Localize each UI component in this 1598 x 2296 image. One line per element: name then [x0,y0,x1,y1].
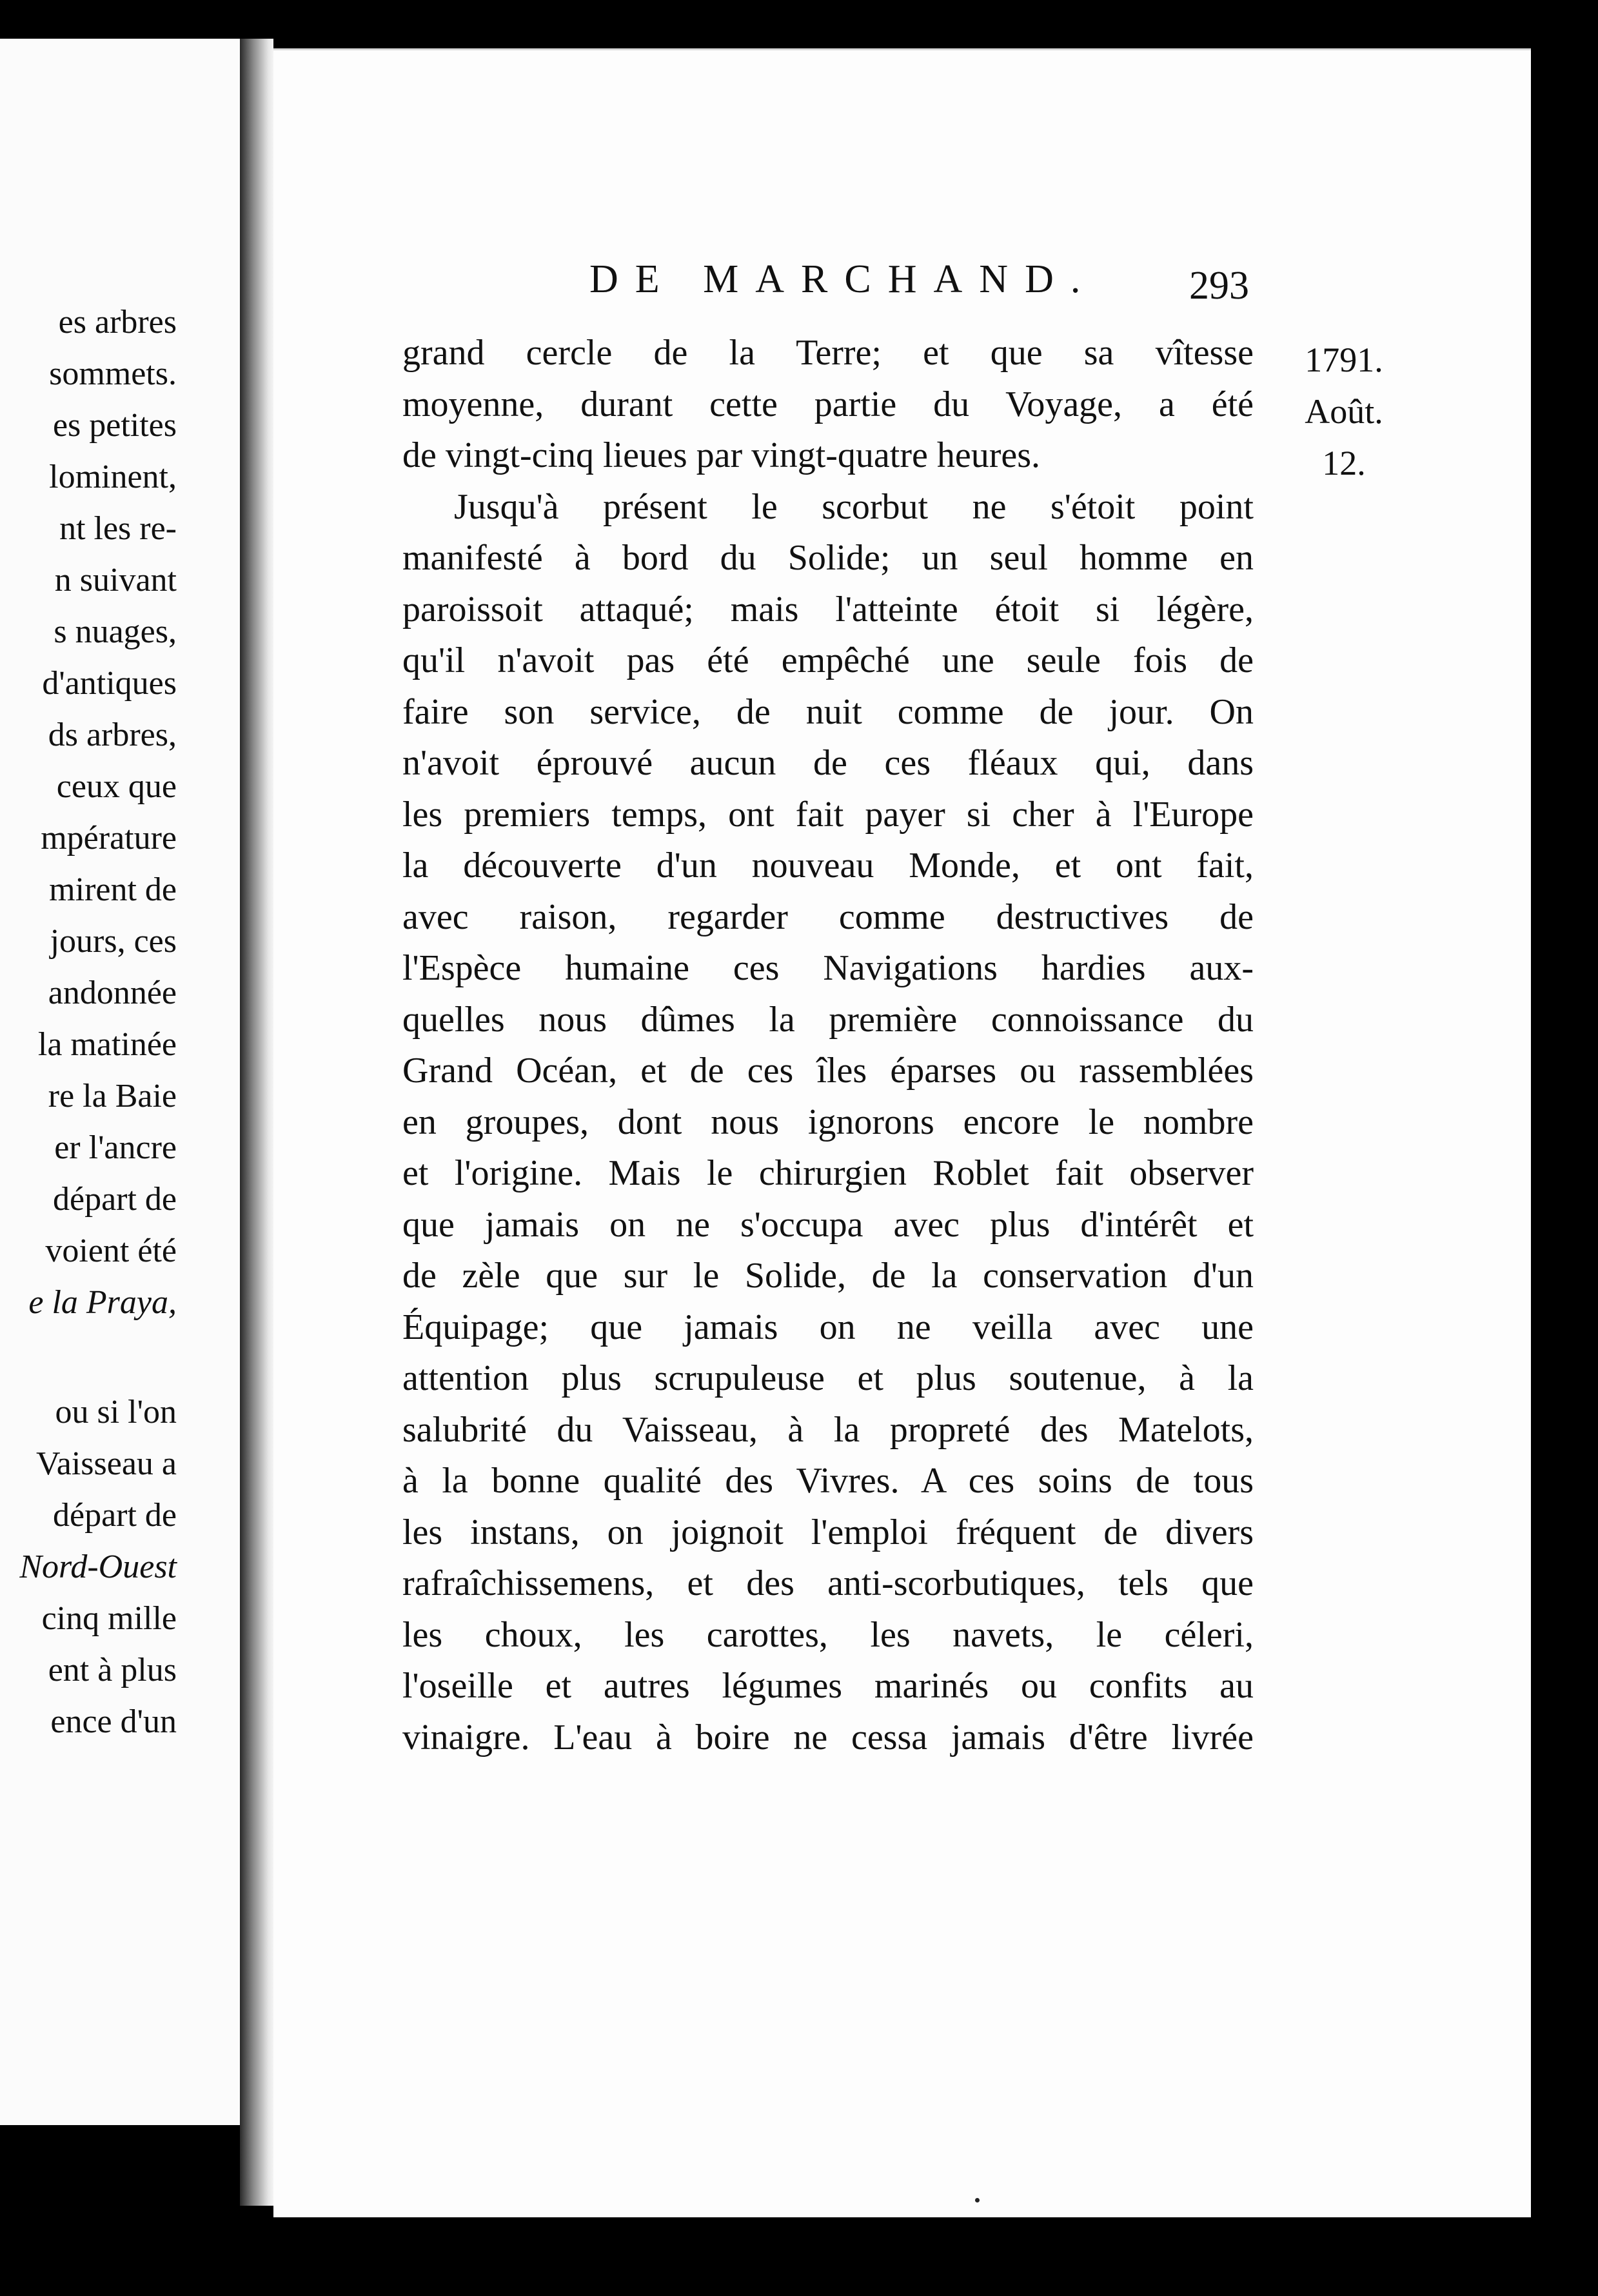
text-line: attention plus scrupuleuse et plus soutenue, à la [402,1358,1254,1398]
margin-date-note [1292,334,1396,489]
text-line: les choux, les carottes, les navets, le céleri, [402,1614,1254,1655]
previous-page-text [0,297,177,1748]
text-line: de zèle que sur le Solide, de la conservation d'un [402,1256,1254,1296]
text-line: l'oseille et autres légumes marinés ou confits au [402,1666,1254,1706]
previous-page-line: voient été [45,1232,177,1269]
previous-page-line: er l'ancre [54,1129,177,1166]
body-text [402,328,1254,1763]
previous-page-line: es petites [52,407,177,444]
previous-page-line: nt les re- [59,510,177,547]
previous-page-line: ent à plus [48,1652,177,1688]
previous-page-line: e la Praya, [28,1284,177,1321]
previous-page-line: départ de [52,1181,177,1218]
text-line: la découverte d'un nouveau Monde, et ont fait, [402,846,1254,886]
text-line: l'Espèce humaine ces Navigations hardies aux- [402,948,1254,988]
text-line: quelles nous dûmes la première connoissance du [402,999,1254,1040]
previous-page-line: d'antiques [42,665,177,702]
previous-page-line: départ de [52,1497,177,1534]
previous-page-line: andonnée [48,975,177,1011]
previous-page-line: Vaisseau a [35,1445,177,1482]
text-line: à la bonne qualité des Vivres. A ces soins de tous [402,1461,1254,1501]
text-line: avec raison, regarder comme destructives de [402,896,1254,937]
text-line: en groupes, dont nous ignorons encore le nombre [402,1102,1254,1142]
text-line: les premiers temps, ont fait payer si cher à l'Europe [402,794,1254,835]
previous-page-line: jours, ces [50,923,177,960]
text-line: manifesté à bord du Solide; un seul homme en [402,538,1254,578]
text-line: paroissoit attaqué; mais l'atteinte étoit si légère, [402,589,1254,629]
previous-page-line: re la Baie [48,1078,177,1114]
previous-page-line: s nuages, [54,613,177,650]
previous-page-line: lominent, [49,459,177,495]
text-line: n'avoit éprouvé aucun de ces fléaux qui, dans [402,743,1254,783]
previous-page-line: sommets. [49,355,177,392]
text-line: moyenne, durant cette partie du Voyage, a été [402,384,1254,424]
previous-page-line: ds arbres, [48,717,177,753]
text-line: grand cercle de la Terre; et que sa vîtesse [402,333,1254,373]
text-line: salubrité du Vaisseau, à la propreté des Matelots, [402,1409,1254,1450]
text-line: faire son service, de nuit comme de jour. On [402,691,1254,732]
text-line: les instans, on joignoit l'emploi fréquent de divers [402,1512,1254,1552]
previous-page-line: ceux que [56,768,177,805]
margin-year: 1791. [1305,341,1383,379]
text-line: Équipage; que jamais on ne veilla avec une [402,1307,1254,1347]
book-gutter [240,39,273,2206]
text-line: et l'origine. Mais le chirurgien Roblet fait observer [402,1153,1254,1193]
previous-page-line: mirent de [49,871,177,908]
previous-page-line: ou si l'on [55,1394,177,1430]
previous-page-line: Nord-Ouest [19,1549,177,1585]
page [273,48,1531,2217]
text-line: rafraîchissemens, et des anti-scorbutiques, tels que [402,1563,1254,1603]
previous-page-line: ence d'un [50,1703,177,1740]
previous-page-line: cinq mille [41,1600,177,1637]
text-line: Jusqu'à présent le scorbut ne s'étoit point [454,486,1254,527]
paragraph-gap [0,1329,177,1387]
text-line: de vingt-cinq lieues par vingt-quatre heures. [402,435,1040,475]
text-line: Grand Océan, et de ces îles éparses ou rassemblées [402,1051,1254,1091]
previous-page-line: la matinée [37,1026,177,1063]
text-line: vinaigre. L'eau à boire ne cessa jamais d'être livrée [402,1717,1254,1757]
previous-page-line: mpérature [41,820,177,856]
text-line: qu'il n'avoit pas été empêché une seule fois de [402,640,1254,680]
margin-day: 12. [1322,444,1366,482]
running-head: DE MARCHAND. [589,257,1098,301]
ink-speck [975,2198,980,2202]
margin-month: Août. [1305,392,1383,431]
previous-page [0,39,244,2125]
page-number: 293 [1189,264,1249,308]
previous-page-line: n suivant [54,562,177,599]
previous-page-line: es arbres [58,304,177,341]
text-line: que jamais on ne s'occupa avec plus d'intérêt et [402,1204,1254,1245]
